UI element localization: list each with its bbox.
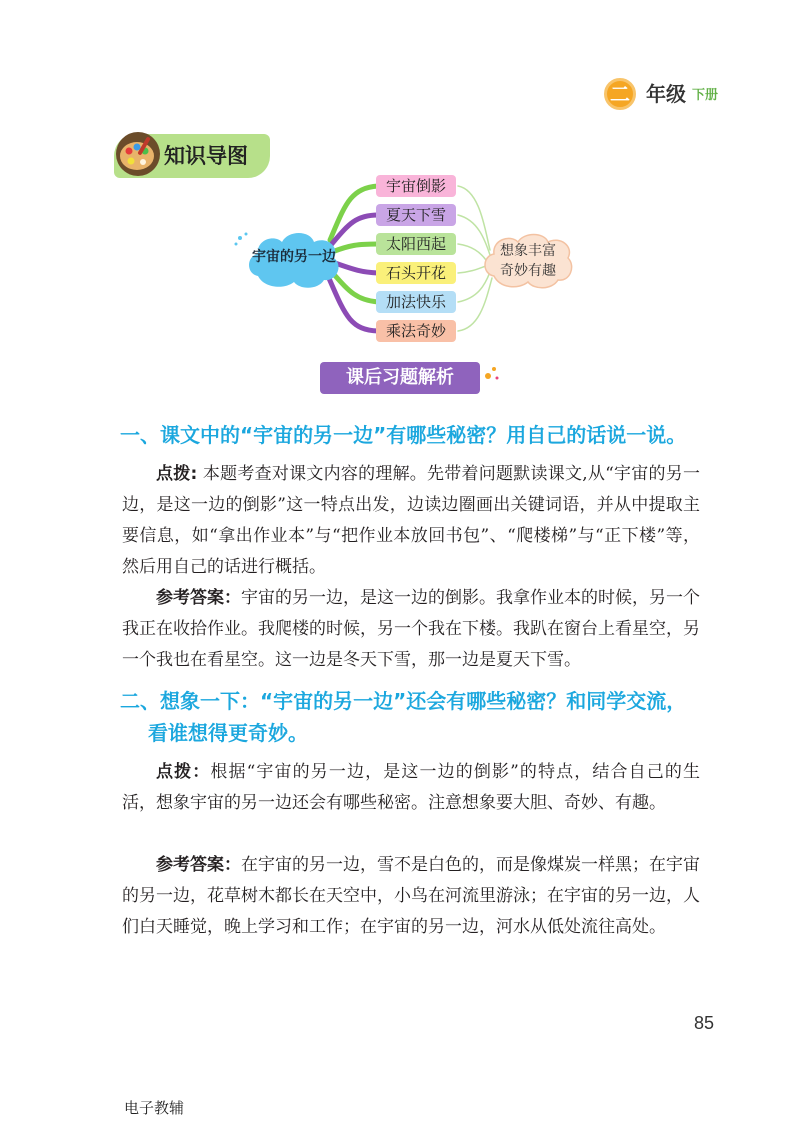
hint-label: 点拨:: [156, 464, 198, 484]
exercise-banner: 课后习题解析: [320, 362, 480, 394]
answer-text: 在宇宙的另一边，雪不是白色的，而是像煤炭一样黑；在宇宙的另一边，花草树木都长在天空中，小鸟在河流里游泳；在宇宙的另一边，人们白天睡觉，晚上学习和工作；在宇宙的另一边，河水从低处流往高处。: [122, 855, 700, 937]
answer-label: 参考答案：: [156, 588, 241, 608]
mindmap-summary-line: 奇妙有趣: [500, 263, 556, 279]
answer-text: 宇宙的另一边，是这一边的倒影。我拿作业本的时候，另一个我正在收拾作业。我爬楼的时候，另一个我在下楼。我趴在窗台上看星空，另一个我也在看星空。这一边是冬天下雪，那一边是夏天下雪。: [122, 588, 700, 670]
mindmap-branch: 石头开花: [376, 262, 456, 284]
mindmap-branch: 宇宙倒影: [376, 175, 456, 197]
footer-watermark: 电子教辅: [124, 1099, 185, 1117]
question-2-title: 二、想象一下：“宇宙的另一边”还会有哪些秘密？和同学交流，: [120, 689, 687, 713]
hint-text: 本题考查对课文内容的理解。先带着问题默读课文,从“宇宙的另一边，是这一边的倒影”这一特点出发，边读边圈画出关键词语，并从中提取主要信息，如“拿出作业本”与“把作业本放回书包”、“爬楼梯”与“正下楼”等，然后用自己的话进行概括。: [122, 464, 700, 577]
question-1-title: 一、课文中的“宇宙的另一边”有哪些秘密？用自己的话说一说。: [120, 423, 687, 447]
page-number: 85: [694, 1013, 715, 1033]
volume-label: 下册: [692, 88, 719, 103]
question-1-hint: [122, 459, 700, 583]
mindmap-branch: 太阳西起: [376, 233, 456, 255]
answer-label: 参考答案：: [156, 855, 241, 875]
hint-text: 根据“宇宙的另一边，是这一边的倒影”的特点，结合自己的生活，想象宇宙的另一边还会有哪些秘密。注意想象要大胆、奇妙、有趣。: [122, 762, 701, 813]
question-2-answer: [122, 850, 700, 943]
section-title: 知识导图: [164, 144, 248, 168]
question-2-hint: [122, 757, 700, 819]
grade-badge: 二: [604, 78, 636, 110]
sparkle-icon: [482, 364, 502, 384]
mindmap-branch: 夏天下雪: [376, 204, 456, 226]
hint-label: 点拨：: [156, 762, 211, 782]
mindmap-summary-line: 想象丰富: [500, 243, 556, 259]
mindmap-summary: [482, 241, 574, 281]
mindmap-branch: 乘法奇妙: [376, 320, 456, 342]
mindmap-branch: 加法快乐: [376, 291, 456, 313]
mindmap-center-label: 宇宙的另一边: [252, 249, 336, 265]
question-1-answer: [122, 583, 700, 676]
question-2-title-cont: 看谁想得更奇妙。: [148, 721, 308, 745]
grade-label: 年级: [646, 82, 686, 106]
